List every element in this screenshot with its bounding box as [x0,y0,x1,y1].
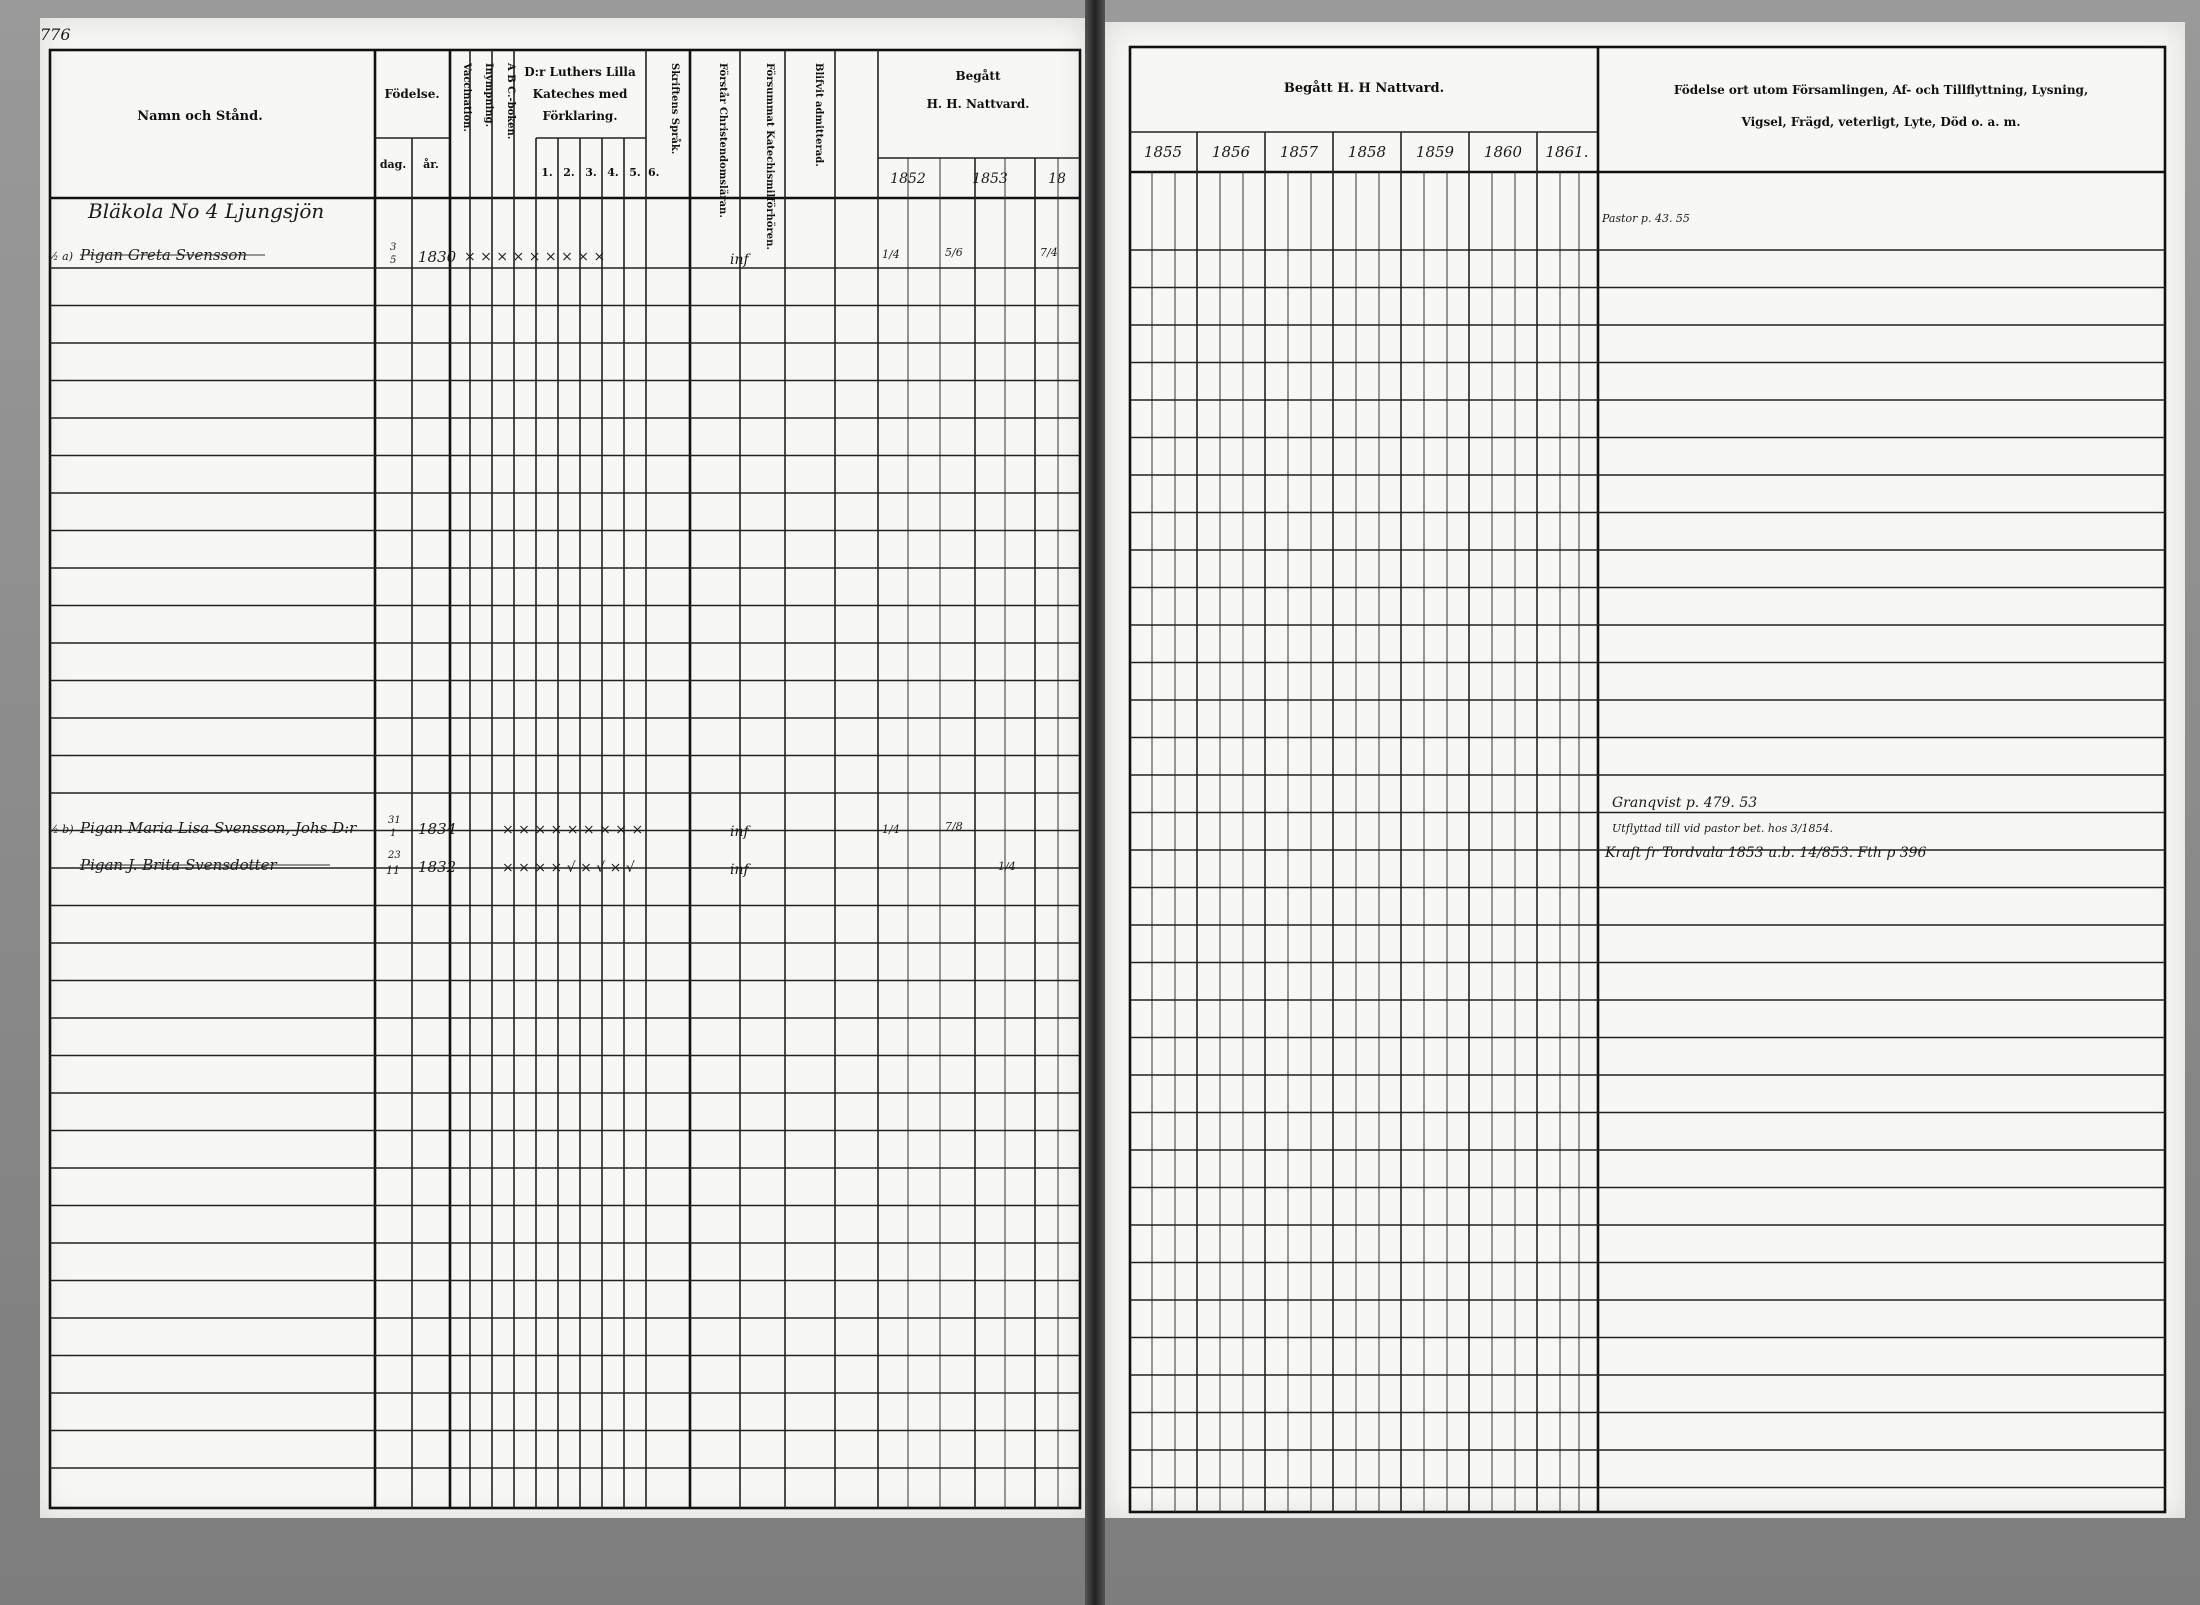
row1-month: 5 [390,255,397,266]
household-heading: Bläkola No 4 Ljungsjön [88,199,325,223]
header-name-stand: Namn och Stånd. [137,109,263,124]
header-birth-year: år. [423,158,439,171]
header-abc-book: A B C.-boken. [505,63,516,140]
header-understanding: Förstår Christendomsläran. [717,63,728,218]
svg-text:1852: 1852 [890,171,926,187]
row2-marks-x: × × × × × × × × × [502,822,644,838]
header-remarks-1: Födelse ort utom Församlingen, Af- och Tillflyttning, Lysning, [1673,83,2089,97]
left-year-headers [890,171,1066,187]
row3-year: 1832 [418,858,457,876]
svg-text:1856: 1856 [1211,143,1251,161]
row3-marks-x: × × × × √ × √ × √ [502,860,635,876]
table-row [48,815,963,840]
right-page [1105,22,2185,1518]
row2-understanding: inf [730,824,749,840]
row2-remark: Granqvist p. 479. 53 [1612,795,1758,811]
right-page-grid [1105,22,2185,1518]
row1-name: Pigan Greta Svensson [80,246,248,264]
header-birth-day: dag. [379,158,407,171]
svg-text:1857: 1857 [1279,143,1319,161]
header-luther-1: D:r Luthers Lilla [524,65,636,79]
header-vaccination: Vaccination. [461,63,472,132]
page-number: 776 [40,25,71,44]
header-communion-right: Begått H. H Nattvard. [1283,81,1445,96]
row2-c1853: 7/8 [945,820,963,833]
row3-name: Pigan J. Brita Svensdotter [80,856,277,874]
row2-year: 1834 [418,820,457,838]
header-scripture: Skriftens Språk. [669,63,680,155]
row1-remark: Pastor p. 43. 55 [1602,212,1690,225]
book-spine [1085,0,1105,1605]
header-luther-2: Kateches med [532,87,628,101]
row3-understanding: inf [730,862,749,878]
row1-understanding: inf [730,252,749,268]
header-inoculation: Inympning. [483,63,494,128]
row3-month: 11 [386,864,400,877]
header-communion-2: H. H. Nattvard. [926,97,1030,111]
svg-text:1853: 1853 [972,171,1008,187]
svg-text:3.: 3. [585,166,597,179]
header-admitted: Blifvit admitterad. [813,63,824,167]
row1-marks: ½ a) [48,250,74,263]
svg-text:1861.: 1861. [1545,143,1589,161]
row3-remark-a: Utflyttad till vid pastor bet. hos 3/1854. [1612,822,1833,835]
row3-remark-b: Kraft fr Tordvala 1853 u.b. 14/853. Fth p 396 [1605,845,1927,861]
header-luther-3: Förklaring. [542,109,618,123]
row3-day: 23 [388,850,401,861]
header-neglect: Försummat Katechismilförhören. [764,63,775,250]
left-page-grid [40,18,1085,1518]
row1-c1852: 1/4 [882,248,900,261]
row1-marks-x: × × × × × × × × × [464,249,606,265]
row1-c18: 7/4 [1040,246,1058,259]
row2-name: Pigan Maria Lisa Svensson, Johs D:r [80,819,357,837]
header-remarks-2: Vigsel, Frägd, veterligt, Lyte, Död o. a. m. [1741,115,2021,129]
table-row [79,850,1016,878]
right-column-lines [1152,132,1579,1512]
catechism-number-headers [541,166,659,179]
svg-text:4.: 4. [607,166,619,179]
row2-c1852: 1/4 [882,823,900,836]
svg-text:1860: 1860 [1483,143,1523,161]
header-birth: Födelse. [384,87,440,101]
svg-text:1859: 1859 [1415,143,1455,161]
svg-text:5.: 5. [629,166,641,179]
row1-day: 3 [390,242,397,253]
row3-c18: 1/4 [998,860,1016,873]
row2-day: 31 [388,815,401,826]
header-communion-1: Begått [955,69,1001,83]
svg-text:2.: 2. [563,166,575,179]
table-row [48,242,1058,268]
svg-text:1.: 1. [541,166,553,179]
right-frame [1130,47,2165,1512]
svg-text:1858: 1858 [1347,143,1387,161]
row1-year: 1830 [418,248,457,266]
svg-text:1855: 1855 [1143,143,1183,161]
row2-marks: ½ b) [48,823,74,836]
row1-c1853: 5/6 [945,246,963,259]
left-page [40,18,1085,1518]
right-ruled-rows [1130,250,2165,1488]
row2-month: 1 [390,828,397,839]
right-year-headers [1144,143,1589,161]
svg-text:6.: 6. [648,166,660,179]
svg-text:18: 18 [1048,171,1066,187]
